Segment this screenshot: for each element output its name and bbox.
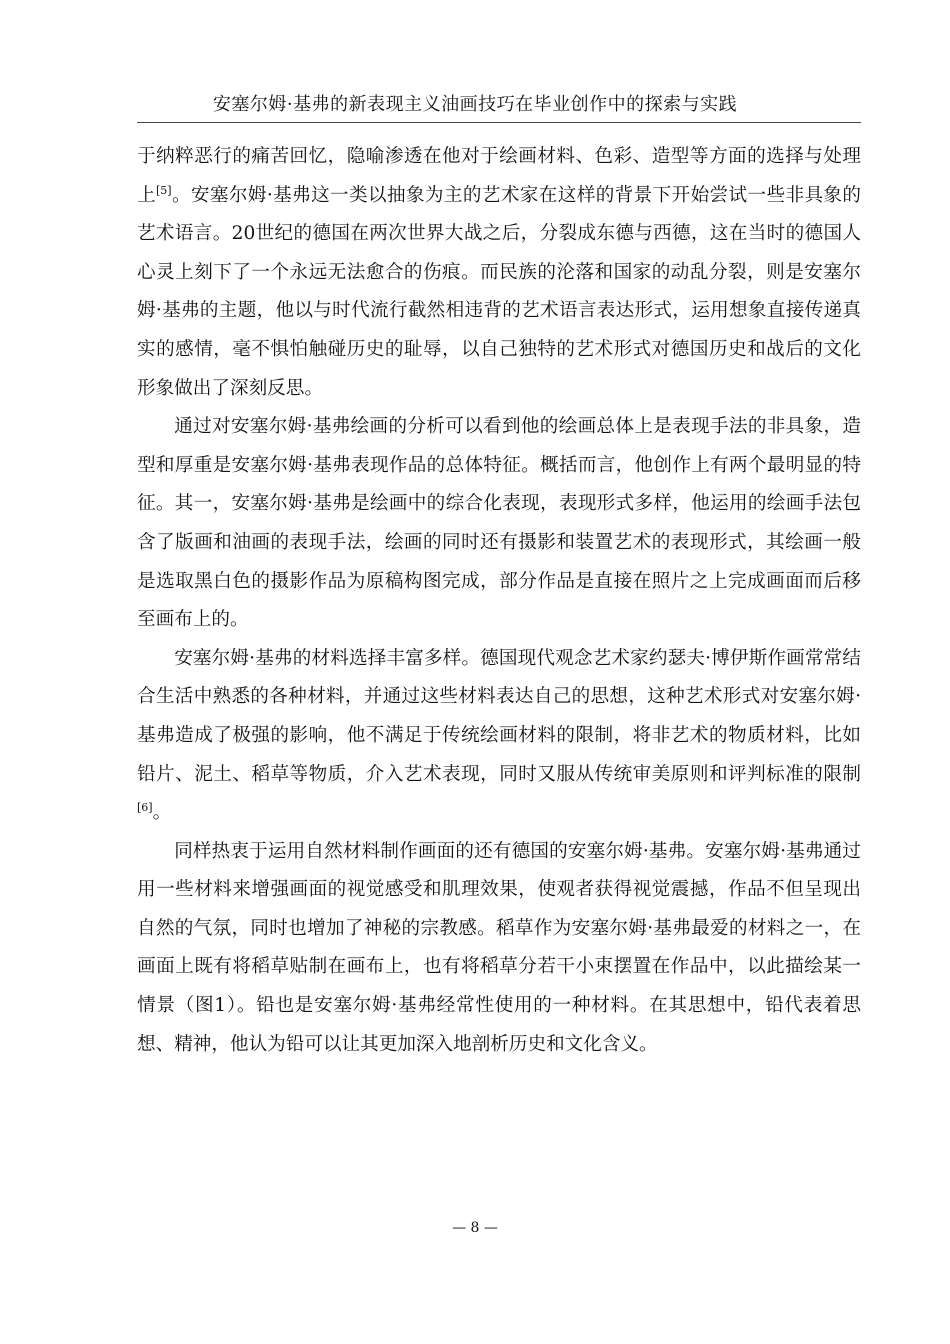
paragraph-text: 。 xyxy=(152,802,172,824)
citation-ref-6[interactable]: [6] xyxy=(137,801,153,815)
running-header: 安塞尔姆·基弗的新表现主义油画技巧在毕业创作中的探索与实践 xyxy=(212,94,738,115)
page-number: — 8 — xyxy=(452,1220,498,1236)
citation-ref-5[interactable]: [5] xyxy=(155,183,172,197)
paragraph-text: 。安塞尔姆·基弗这一类以抽象为主的艺术家在这样的背景下开始尝试一些非具象的艺术语言。20世纪的德国在两次世界大战之后，分裂成东德与西德，这在当时的德国人心灵上刻下了一个永远无法愈合的伤痕。而民族的沦落和国家的动乱分裂，则是安塞尔姆·基弗的主题，他以与时代流行截然相违背的艺术语言表达形式，运用想象直接传递真实的感情，毫不惧怕触碰历史的耻辱，以自己独特的艺术形式对德国历史和战后的文化形象做出了深刻反思。 xyxy=(137,184,861,399)
paragraph-text: 通过对安塞尔姆·基弗绘画的分析可以看到他的绘画总体上是表现手法的非具象，造型和厚重是安塞尔姆·基弗表现作品的总体特征。概括而言，他创作上有两个最明显的特征。其一，安塞尔姆·基弗是绘画中的综合化表现，表现形式多样，他运用的绘画手法包含了版画和油画的表现手法，绘画的同时还有摄影和装置艺术的表现形式，其绘画一般是选取黑白色的摄影作品为原稿构图完成，部分作品是直接在照片之上完成画面而后移至画布上的。 xyxy=(137,416,861,631)
header-divider xyxy=(137,122,861,123)
paragraph-text: 安塞尔姆·基弗的材料选择丰富多样。德国现代观念艺术家约瑟夫·博伊斯作画常常结合生活中熟悉的各种材料，并通过这些材料表达自己的思想，这种艺术形式对安塞尔姆·基弗造成了极强的影响，他不满足于传统绘画材料的限制，将非艺术的物质材料，比如铅片、泥土、稻草等物质，介入艺术表现，同时又服从传统审美原则和评判标准的限制 xyxy=(137,647,861,785)
paragraph-1 xyxy=(137,138,861,408)
body-text xyxy=(137,138,861,1064)
paragraph-text: 同样热衷于运用自然材料制作画面的还有德国的安塞尔姆·基弗。安塞尔姆·基弗通过用一些材料来增强画面的视觉感受和肌理效果，使观者获得视觉震撼，作品不但呈现出自然的气氛，同时也增加了神秘的宗教感。稻草作为安塞尔姆·基弗最爱的材料之一，在画面上既有将稻草贴制在画布上，也有将稻草分若干小束摆置在作品中，以此描绘某一情景（图1）。铅也是安塞尔姆·基弗经常性使用的一种材料。在其思想中，铅代表着思想、精神，他认为铅可以让其更加深入地剖析历史和文化含义。 xyxy=(137,840,861,1055)
paragraph-3 xyxy=(137,640,861,833)
paragraph-text: 于纳粹恶行的痛苦回忆，隐喻渗透在他对于绘画材料、色彩、造型等方面的选择与处理上 xyxy=(137,146,861,206)
paragraph-4 xyxy=(137,833,861,1065)
paragraph-2 xyxy=(137,408,861,640)
